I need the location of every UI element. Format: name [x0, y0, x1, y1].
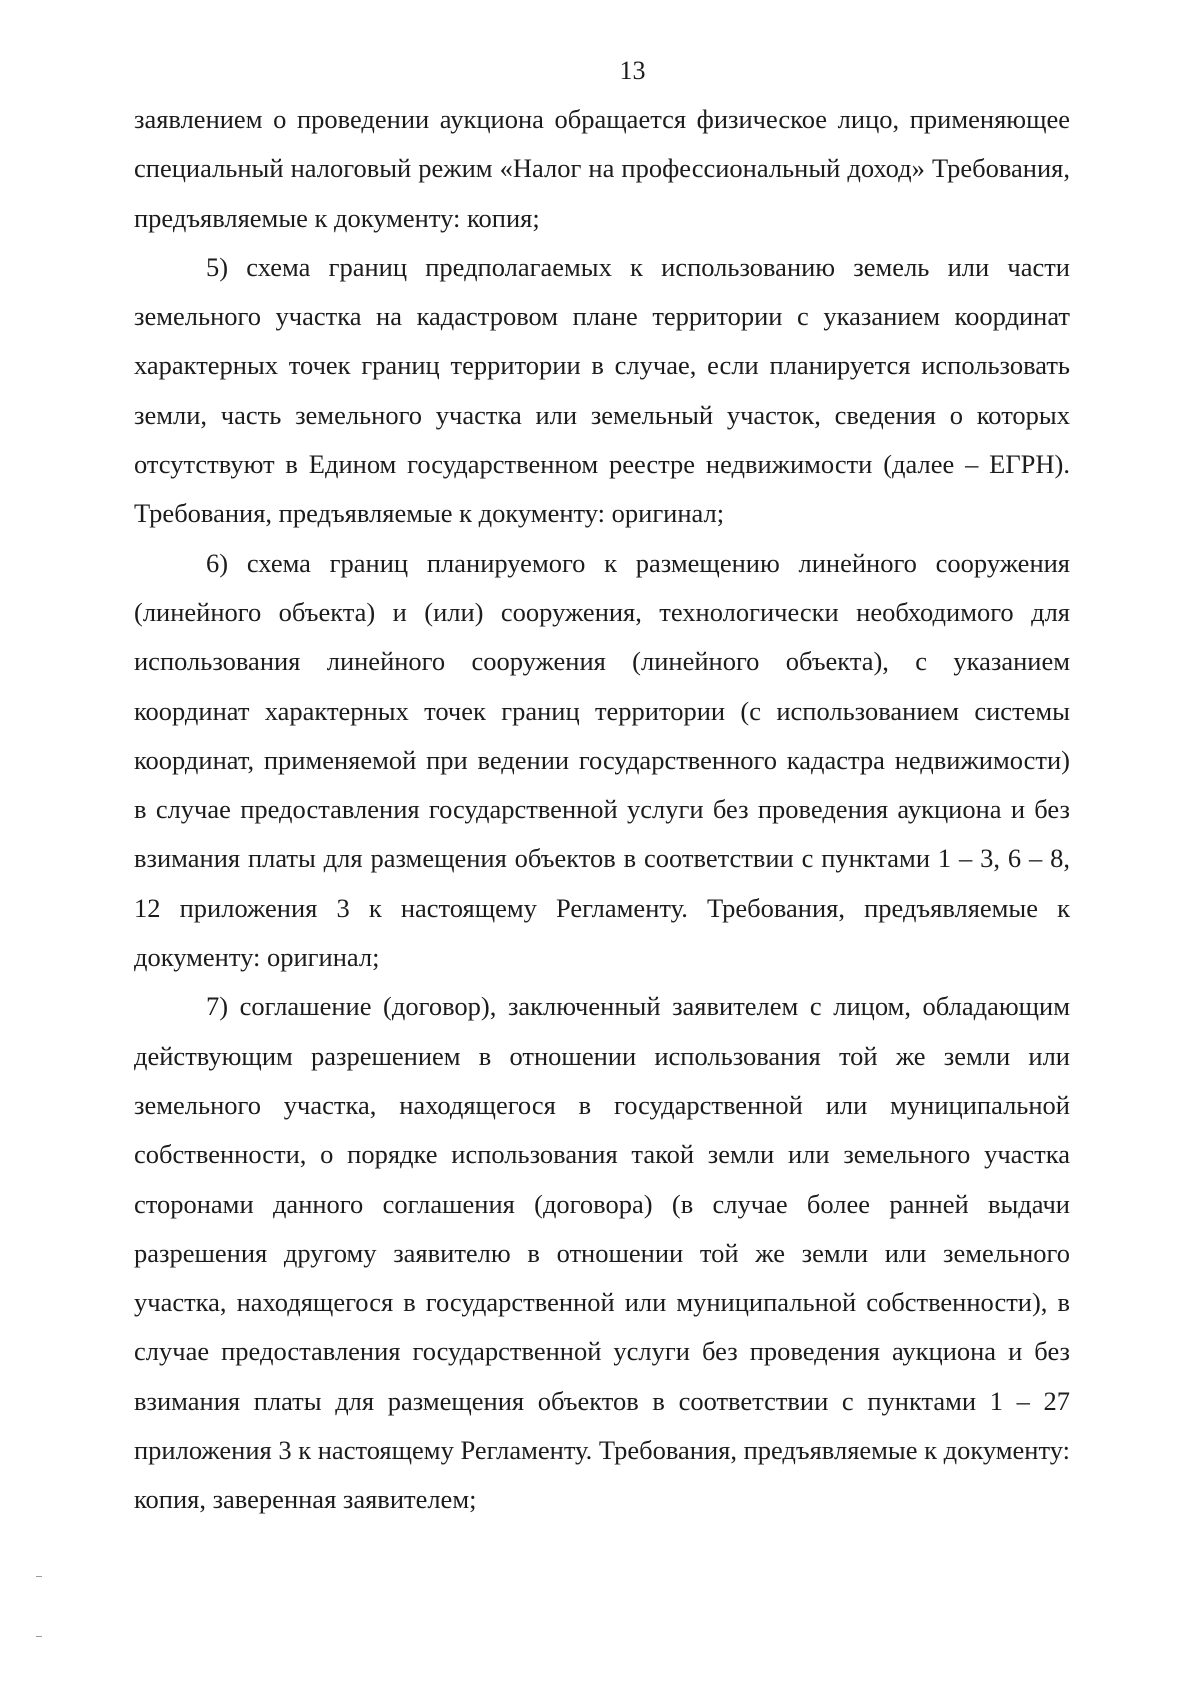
paragraph-item-5: 5) схема границ предполагаемых к использованию земель или части земельного участка на кадастровом плане территории с указанием координат характерных точек границ территории в случае, если планируется использовать земли, часть земельного участка или земельный участок, сведения о которых отсутствуют в Едином государственном реестре недвижимости (далее – ЕГРН). Требования, предъявляемые к документу: оригинал; — [134, 251, 1070, 529]
page-number: 13 — [619, 56, 646, 85]
paragraph-item-7: 7) соглашение (договор), заключенный заявителем с лицом, обладающим действующим разрешением в отношении использования той же земли или земельного участка, находящегося в государственной или муниципальной собственности, о порядке использования такой земли или земельного участка сторонами данного соглашения (договора) (в случае более ранней выдачи разрешения другому заявителю в отношении той же земли или земельного участка, находящегося в государственной или муниципальной собственности), в случае предоставления государственной услуги без проведения аукциона и без взимания платы для размещения объектов в соответствии с пунктами 1 – 27 приложения 3 к настоящему Регламенту. Требования, предъявляемые к документу: копия, заверенная заявителем; — [134, 991, 1070, 1515]
paragraph-continuation: заявлением о проведении аукциона обращается физическое лицо, применяющее специальный налоговый режим «Налог на профессиональный доход» Требования, предъявляемые к документу: копия; — [134, 104, 1070, 233]
paragraph-item-6: 6) схема границ планируемого к размещению линейного сооружения (линейного объекта) и (или) сооружения, технологически необходимого для использования линейного сооружения (линейного объекта), с указанием координат характерных точек границ территории (с использованием системы координат, применяемой при ведении государственного кадастра недвижимости) в случае предоставления государственной услуги без проведения аукциона и без взимания платы для размещения объектов в соответствии с пунктами 1 – 3, 6 – 8, 12 приложения 3 к настоящему Регламенту. Требования, предъявляемые к документу: оригинал; — [134, 547, 1070, 973]
document-body — [134, 95, 1070, 1525]
scan-margin-mark — [36, 1636, 42, 1637]
scan-margin-mark — [36, 1576, 42, 1577]
